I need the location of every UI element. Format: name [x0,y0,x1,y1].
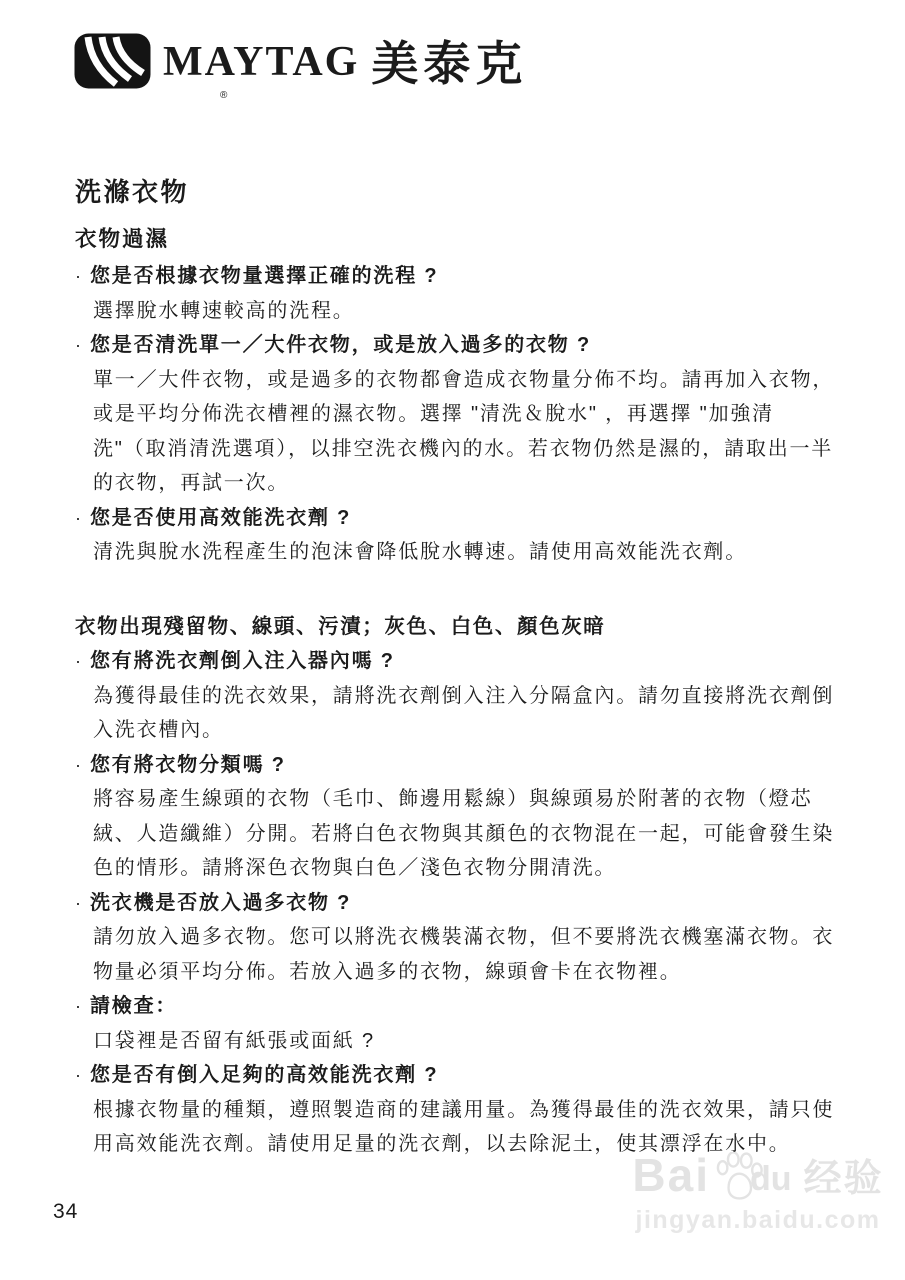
page-title: 洗滌衣物 [75,177,190,207]
section-heading: 衣物出現殘留物、線頭、污漬；灰色、白色、顏色灰暗 [75,614,606,638]
bullet-icon: · [75,1065,83,1085]
answer-text: 請勿放入過多衣物。您可以將洗衣機裝滿衣物，但不要將洗衣機塞滿衣物。衣物量必須平均分佈。若放入過多的衣物，線頭會卡在衣物裡。 [93,926,835,983]
question-text: 洗衣機是否放入過多衣物 ? [90,891,352,914]
bullet-icon: · [75,266,83,286]
answer-text: 口袋裡是否留有紙張或面紙 ? [93,1029,375,1052]
baidu-jingyan-watermark [628,1149,888,1235]
bullet-icon: · [75,651,83,671]
brand-name-en: MAYTAG [163,39,360,85]
question-line [75,1058,842,1093]
watermark-brand-suffix: du [750,1160,792,1198]
bullet-icon: · [75,507,83,528]
answer-text: 將容易產生線頭的衣物（毛巾、飾邊用鬆線）與線頭易於附著的衣物（燈芯絨、人造纖維）分開。若將白色衣物與其顏色的衣物混在一起，可能會發生染色的情形。請將深色衣物與白色／淺色衣物分開清洗。 [93,788,835,879]
question-line [75,328,842,363]
section-residue-lint-stains [75,610,842,1162]
section-heading: 衣物過濕 [75,227,170,251]
answer-text: 根據衣物量的種類，遵照製造商的建議用量。為獲得最佳的洗衣效果，請只使用高效能洗衣劑。請使用足量的洗衣劑，以去除泥土，使其漂浮在水中。 [93,1098,835,1155]
maytag-logo-icon [74,33,151,89]
question-text: 您有將洗衣劑倒入注入器內嗎 ? [90,650,395,672]
section-clothes-too-wet [75,226,842,570]
watermark-brand-zh: 经验 [803,1158,884,1200]
bullet-icon: · [75,754,83,775]
question-line [75,259,842,294]
question-line [75,501,842,536]
question-text: 請檢查： [90,995,178,1017]
answer-text: 單一／大件衣物，或是過多的衣物都會造成衣物量分佈不均。請再加入衣物，或是平均分佈洗衣槽裡的濕衣物。選擇 "清洗＆脫水" ，再選擇 "加強清洗"（取消清洗選項），以排空洗衣機內的水。若衣物仍然是濕的，請取出一半的衣物，再試一次。 [93,368,835,494]
bullet-icon: · [75,335,83,355]
question-line [75,886,842,921]
question-line [75,989,842,1024]
question-text: 您是否有倒入足夠的高效能洗衣劑 ? [90,1064,439,1086]
question-line [75,644,842,679]
answer-text: 選擇脫水轉速較高的洗程。 [93,299,355,322]
bullet-icon: · [75,892,83,913]
question-line [75,748,842,783]
bullet-icon: · [75,996,83,1016]
page-number: 34 [53,1200,79,1223]
registered-trademark-symbol: ® [220,90,228,101]
watermark-url: jingyan.baidu.com [635,1206,881,1234]
question-text: 您是否使用高效能洗衣劑 ? [90,506,352,529]
maytag-logo [74,33,528,101]
question-text: 您是否清洗單一／大件衣物，或是放入過多的衣物 ? [90,334,591,356]
page-content [75,176,842,1162]
watermark-brand-prefix: Bai [632,1149,711,1201]
question-text: 您有將衣物分類嗎 ? [90,753,286,776]
question-text: 您是否根據衣物量選擇正確的洗程 ? [90,265,439,287]
answer-text: 清洗與脫水洗程產生的泡沫會降低脫水轉速。請使用高效能洗衣劑。 [93,541,747,563]
answer-text: 為獲得最佳的洗衣效果，請將洗衣劑倒入注入分隔盒內。請勿直接將洗衣劑倒入洗衣槽內。 [93,684,835,741]
brand-name-zh: 美泰克 [371,37,528,90]
